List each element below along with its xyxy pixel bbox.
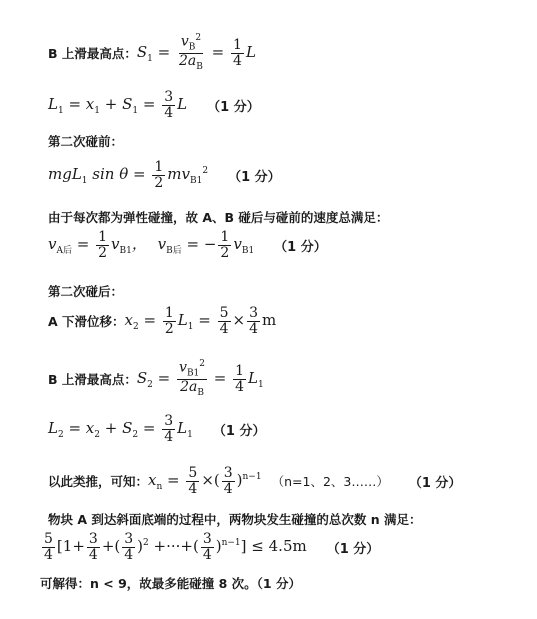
label-induction: 以此类推，可知：: [48, 474, 149, 490]
equation-x2: $x_2$ = $\frac{1}{2}$ $L_1$ = $\frac{5}{4}$ × $\frac{3}{4}$ m: [124, 305, 277, 337]
line-second-collision-before: [48, 132, 123, 150]
points-label: （1 分）: [326, 541, 380, 557]
line-total-collisions: [48, 510, 421, 528]
line-b-max-height-1: [48, 34, 256, 72]
line-induction: [48, 466, 461, 496]
line-velocities: [48, 230, 327, 260]
line-l1: [48, 90, 260, 120]
label-b-max-height: B 上滑最高点：: [48, 46, 137, 62]
line-l2: [48, 414, 265, 444]
equation-sum: $\frac{5}{4}$ [1+ $\frac{3}{4}$ +( $\frac{3}{4}$ )$^2$ +···+( $\frac{3}{4}$ )$^{n-1}$] ≤ 4.5m: [44, 531, 307, 563]
line-conclusion: [40, 574, 301, 592]
equation-velocities: $v_{A后}$ = $\frac{1}{2}$ $v_{B1}$， $v_{B后}$ = − $\frac{1}{2}$ $v_{B1}$: [48, 229, 255, 261]
line-energy: [48, 160, 281, 190]
points-label: （1 分）: [408, 475, 462, 491]
line-b-max-height-2: [48, 360, 264, 398]
points-label: （1 分）: [228, 169, 281, 185]
equation-l1: $L_1 = x_1 + S_1$ = $\frac{3}{4}$ L: [48, 89, 188, 121]
equation-s2: $S_2$ = $\frac{v_{B1}^2}{2a_B}$ = $\frac{1}{4}$ $L_1$: [136, 359, 264, 398]
label-b-max-height-2: B 上滑最高点：: [48, 372, 137, 388]
line-inequality: [40, 532, 379, 562]
label-second-before: 第二次碰前：: [48, 134, 124, 149]
line-second-collision-after: [48, 282, 123, 300]
label-a-slide: A 下滑位移：: [48, 314, 125, 330]
label-total-collisions: 物块 A 到达斜面底端的过程中，两物块发生碰撞的总次数 n 满足：: [48, 512, 422, 527]
label-conclusion: 可解得：n < 9，故最多能碰撞 8 次。（1 分）: [40, 576, 301, 591]
label-elastic: 由于每次都为弹性碰撞，故 A、B 碰后与碰前的速度总满足：: [48, 210, 389, 225]
points-label: （1 分）: [212, 423, 266, 439]
points-label: （1 分）: [274, 239, 327, 255]
equation-s1: $S_1$ = $\frac{v_B^2}{2a_B}$ = $\frac{1}{4}$ L: [136, 33, 256, 72]
label-n-range: （n=1、2、3……）: [271, 474, 389, 490]
equation-energy: mgL$_1$ sin θ = $\frac{1}{2}$ $mv_{B1}^2$: [48, 159, 209, 191]
points-label: （1 分）: [207, 99, 260, 115]
equation-l2: $L_2 = x_2 + S_2$ = $\frac{3}{4}$ $L_1$: [48, 413, 193, 445]
equation-xn: $x_n$ = $\frac{5}{4}$ ×( $\frac{3}{4}$ )$^{n-1}$: [148, 465, 262, 497]
label-second-after: 第二次碰后：: [48, 284, 124, 299]
line-a-slide: [48, 306, 276, 336]
line-elastic: [48, 208, 388, 226]
